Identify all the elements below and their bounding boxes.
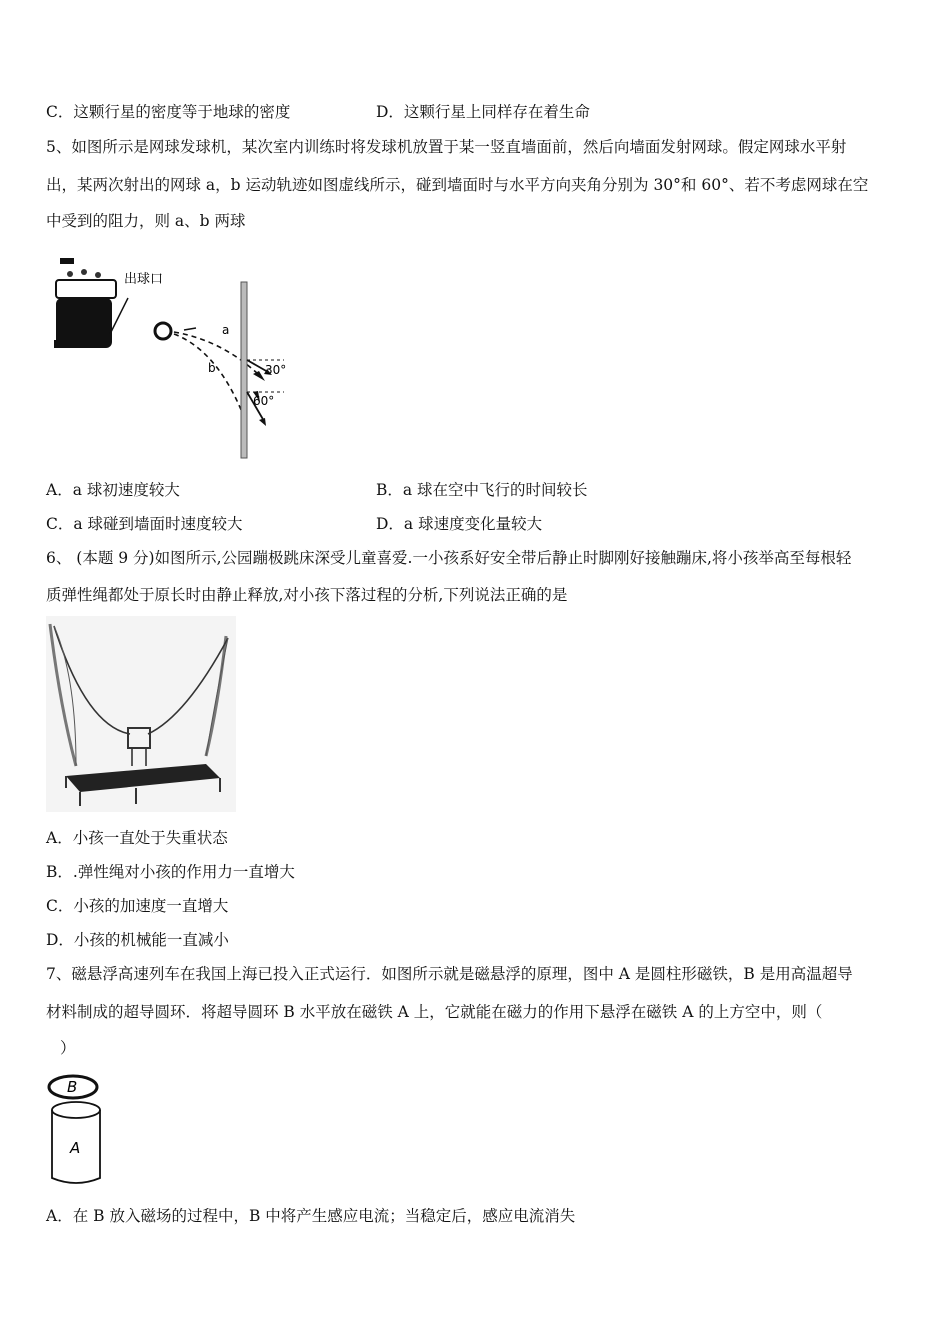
q7-stem-line-3: ） [60,1039,76,1057]
ring-label: B [67,1078,78,1096]
q6-stem-line-1: 6、 (本题 9 分)如图所示,公园蹦极跳床深受儿童喜爱.一小孩系好安全带后静止时脚刚好接触蹦床,将小孩举高至每根轻 [46,549,852,567]
q6-option-d: D．小孩的机械能一直减小 [46,931,229,949]
tennis-ball-icon [155,323,171,339]
bungee-trampoline-figure [46,616,236,812]
q4-option-c: C．这颗行星的密度等于地球的密度 [46,103,291,121]
outlet-label: 出球口 [124,272,164,287]
angle-b-label: 60° [253,394,275,408]
q5-stem-line-1: 5、如图所示是网球发球机，某次室内训练时将发球机放置于某一竖直墙面前，然后向墙面发射网球。假定网球水平射 [46,138,847,156]
wall [241,282,247,458]
q7-stem-line-2: 材料制成的超导圆环．将超导圆环 B 水平放在磁铁 A 上，它就能在磁力的作用下悬浮在磁铁 A 的上方空中，则（ [46,1003,823,1021]
q5-stem-line-3: 中受到的阻力，则 a、b 两球 [46,212,246,230]
q4-option-d: D．这颗行星上同样存在着生命 [376,103,590,121]
q5-option-a: A．a 球初速度较大 [46,481,180,499]
q6-option-a: A．小孩一直处于失重状态 [46,829,228,847]
q6-option-b: B．.弹性绳对小孩的作用力一直增大 [46,863,295,881]
q6-option-c: C．小孩的加速度一直增大 [46,897,229,915]
q5-option-c: C．a 球碰到墙面时速度较大 [46,515,243,533]
path-a-label: a [222,323,230,337]
q5-option-d: D．a 球速度变化量较大 [376,515,543,533]
q6-stem-line-2: 质弹性绳都处于原长时由静止释放,对小孩下落过程的分析,下列说法正确的是 [46,586,568,604]
q5-stem-line-2: 出，某两次射出的网球 a，b 运动轨迹如图虚线所示，碰到墙面时与水平方向夹角分别为 30°和 60°、若不考虑网球在空 [46,176,869,194]
maglev-figure [46,1070,108,1190]
q7-option-a: A．在 B 放入磁场的过程中，B 中将产生感应电流；当稳定后，感应电流消失 [46,1207,576,1225]
tennis-launcher-figure [46,250,296,462]
q5-option-b: B．a 球在空中飞行的时间较长 [376,481,588,499]
ball-machine-icon [54,258,116,348]
outlet-pointer-line [110,298,128,334]
q7-stem-line-1: 7、磁悬浮高速列车在我国上海已投入正式运行．如图所示就是磁悬浮的原理，图中 A 是圆柱形磁铁，B 是用高温超导 [46,965,853,983]
angle-a-label: 30° [265,363,287,377]
arrow-a-icon [253,371,265,381]
magnet-label: A [70,1139,81,1157]
path-b-label: b [208,361,216,375]
